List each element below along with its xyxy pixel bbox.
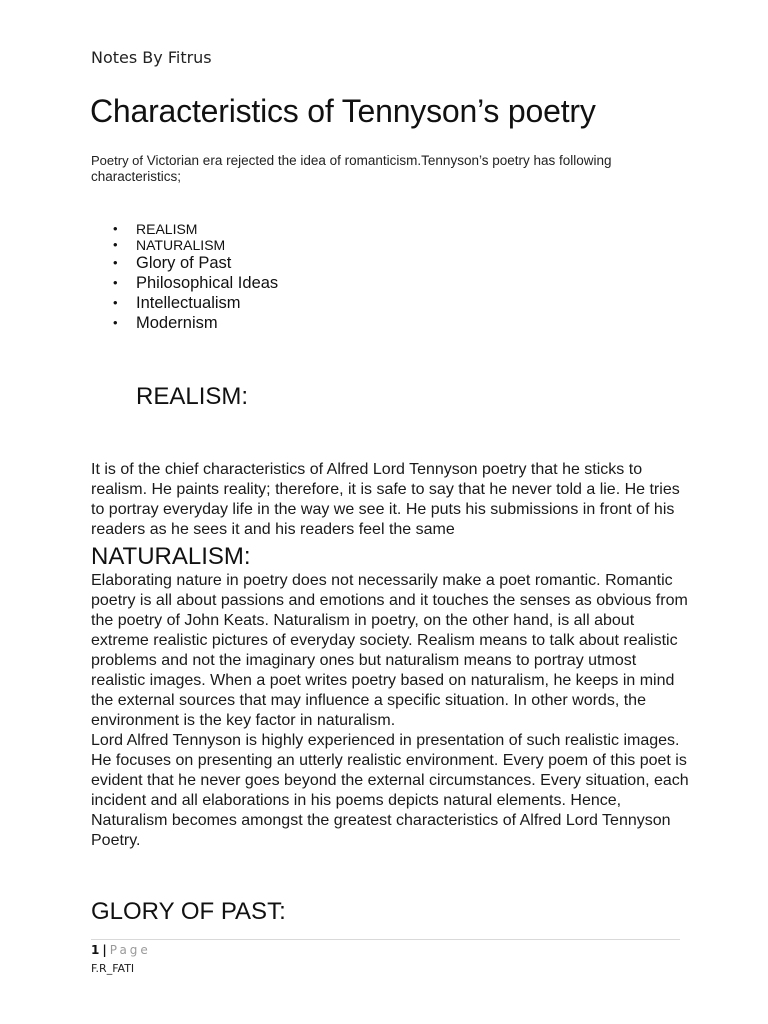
list-item: • Philosophical Ideas: [113, 273, 278, 293]
list-item: • REALISM: [113, 221, 278, 237]
list-item: • NATURALISM: [113, 237, 278, 253]
realism-heading: REALISM:: [136, 383, 249, 410]
page-number-value: 1: [91, 943, 100, 957]
page-label: Page: [109, 943, 151, 957]
footer-author: F.R_FATI: [91, 962, 135, 975]
footer-divider: [91, 939, 680, 940]
naturalism-paragraph-1: Elaborating nature in poetry does not necessarily make a poet romantic. Romantic poetry is all about passions and emotions and it touches the senses as obvious from the poetry of John Keats. Naturalism in poetry, on the other hand, is all about extreme realistic pictures of everyday society. Realism means to talk about realistic problems and not the imaginary ones but naturalism means to portray utmost realistic images. When a poet writes poetry based on naturalism, he keeps in mind the external sources that may influence a specific situation. In other words, the environment is the key factor in naturalism.: [91, 572, 688, 729]
list-item: • Intellectualism: [113, 293, 278, 313]
naturalism-heading: NATURALISM:: [91, 543, 251, 570]
list-item: • Glory of Past: [113, 253, 278, 273]
intro-rest: Victorian era rejected the idea of romanticism.Tennyson’s poetry has following characteristics;: [91, 153, 612, 184]
header-note: Notes By Fitrus: [91, 48, 212, 67]
document-title: Characteristics of Tennyson’s poetry: [90, 93, 596, 129]
glory-of-past-heading: GLORY OF PAST:: [91, 898, 286, 925]
naturalism-paragraph-2: Lord Alfred Tennyson is highly experienced in presentation of such realistic images. He focuses on presenting an utterly realistic environment. Every poem of this poet is evident that he never goes beyond the external circumstances. Every situation, each incident and all elaborations in his poems depicts natural elements. Hence, Naturalism becomes amongst the greatest characteristics of Alfred Lord Tennyson Poetry.: [91, 732, 689, 849]
realism-paragraph: It is of the chief characteristics of Alfred Lord Tennyson poetry that he sticks to realism. He paints reality; therefore, it is safe to say that he never told a lie. He tries to portray everyday life in the way we see it. He puts his submissions in front of his readers as he sees it and his readers feel the same: [91, 461, 680, 538]
list-item: • Modernism: [113, 313, 278, 333]
page-separator: |: [102, 943, 107, 957]
intro-lead: Poetry of: [91, 153, 144, 168]
intro-paragraph: [91, 153, 671, 185]
naturalism-body: [91, 571, 691, 851]
characteristics-list: [113, 221, 278, 333]
page-number: [91, 943, 151, 957]
